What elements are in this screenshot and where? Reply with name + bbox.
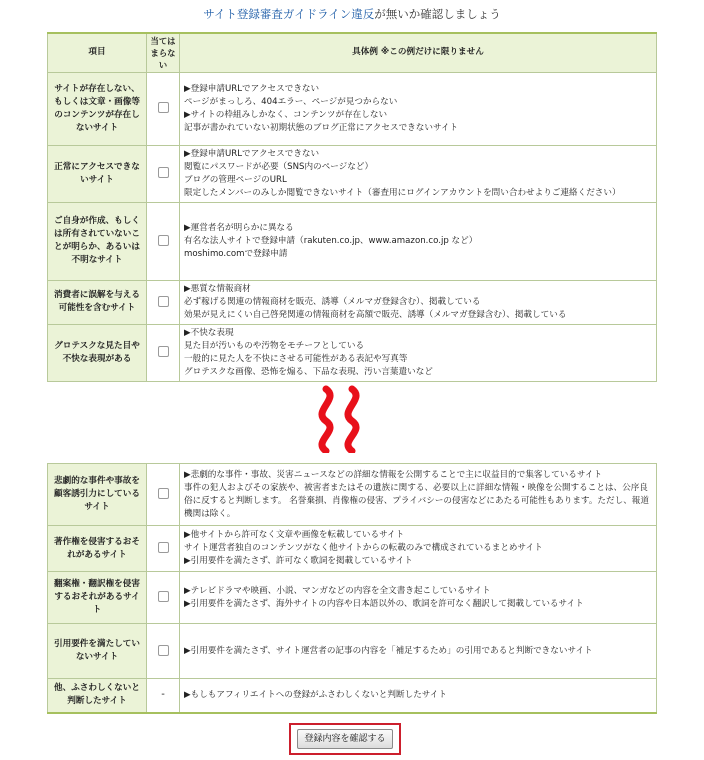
item-label: 著作権を侵害するおそれがあるサイト [48,526,147,572]
example-line: 記事が書かれていない初期状態のブログ正常にアクセスできないサイト [184,122,459,133]
example-line: ▶テレビドラマや映画、小説、マンガなどの内容を全文書き起こしているサイト [184,585,491,596]
example-line: ▶不快な表現 [184,327,234,338]
examples-cell [180,572,657,624]
checklist-table-bottom [47,463,657,714]
table-row [48,679,657,713]
item-label: 悲劇的な事件や事故を顧客誘引力にしているサイト [48,464,147,526]
example-line: 必ず稼げる関連の情報商材を販売、誘導（メルマガ登録含む）、掲載している [184,296,481,307]
examples-cell [180,72,657,145]
table-row [48,72,657,145]
not-applicable-dash: - [161,689,165,701]
item-label: 消費者に誤解を与える可能性を含むサイト [48,280,147,324]
page-heading [0,6,704,22]
example-line: ▶悲劇的な事件・事故、災害ニュースなどの詳細な情報を公開することで主に収益目的で集客しているサイト [184,469,603,480]
checklist-table-top [47,32,657,382]
not-applicable-checkbox[interactable] [158,346,169,357]
example-line: ▶他サイトから許可なく文章や画像を転載しているサイト [184,530,405,540]
not-applicable-checkbox[interactable] [158,645,169,656]
header-examples: 具体例 ※この例だけに限りません [180,33,657,72]
example-line: ▶登録申請URLでアクセスできない [184,83,320,94]
table-row [48,464,657,526]
header-not-applicable: 当てはまらない [147,33,180,72]
item-label: 翻案権・翻訳権を侵害するおそれがあるサイト [48,572,147,624]
section-break-icon [312,385,368,453]
examples-cell [180,464,657,526]
table-row [48,324,657,381]
example-line: 一般的に見た人を不快にさせる可能性がある表記や写真等 [184,353,408,364]
item-label: ご自身が作成、もしくは所有されていないことが明らか、あるいは不明なサイト [48,202,147,280]
example-line: 有名な法人サイトで登録申請（rakuten.co.jp、www.amazon.co.jp など） [184,235,478,246]
examples-cell [180,280,657,324]
examples-cell [180,202,657,280]
example-line: 限定したメンバーのみしか閲覧できないサイト（審査用にログインアカウントを問い合わせよりご連絡ください） [184,187,621,198]
item-label: 正常にアクセスできないサイト [48,145,147,202]
table-row [48,624,657,679]
example-line: 閲覧にパスワードが必要（SNS内のページなど） [184,161,374,172]
not-applicable-checkbox[interactable] [158,591,169,602]
example-line: ▶登録申請URLでアクセスできない [184,148,320,159]
example-line: 事件の犯人およびその家族や、被害者またはその遺族に関する、必要以上に詳細な情報・映像を公開することは、公序良俗に反すると判断します。 名誉棄損、肖像権の侵害、プライバシーの侵害などにあたる可能性もあります。ただし、報道機関は除く。 [184,482,649,519]
not-applicable-checkbox[interactable] [158,488,169,499]
example-line: サイト運営者独自のコンテンツがなく他サイトからの転載のみで構成されているまとめサイト [184,543,543,553]
not-applicable-checkbox[interactable] [158,235,169,246]
example-line: ▶引用要件を満たさず、海外サイトの内容や日本語以外の、歌詞を許可なく翻訳して掲載しているサイト [184,598,584,609]
example-line: ▶引用要件を満たさず、サイト運営者の記事の内容を「補足するため」の引用であると判断できないサイト [184,645,593,656]
example-line: ▶運営者名が明らかに異なる [184,222,294,233]
item-label: 引用要件を満たしていないサイト [48,624,147,679]
confirm-button-highlight [289,723,401,755]
heading-suffix: が無いか確認しましょう [374,7,501,21]
example-line: 見た目が汚いものや汚物をモチーフとしている [184,340,365,351]
example-line: 効果が見えにくい自己啓発関連の情報商材を高額で販売、誘導（メルマガ登録含む）、掲載している [184,309,567,320]
examples-cell [180,145,657,202]
example-line: ブログの管理ページのURL [184,174,287,185]
example-line: moshimo.comで登録申請 [184,248,288,259]
example-line: ▶サイトの枠組みしかなく、コンテンツが存在しない [184,109,388,120]
example-line: ▶悪質な情報商材 [184,283,251,294]
confirm-registration-button[interactable]: 登録内容を確認する [297,729,393,749]
item-label: グロテスクな見た目や不快な表現がある [48,324,147,381]
item-label: 他、ふさわしくないと判断したサイト [48,679,147,713]
not-applicable-checkbox[interactable] [158,102,169,113]
guideline-link[interactable]: サイト登録審査ガイドライン違反 [203,7,375,21]
not-applicable-checkbox[interactable] [158,167,169,178]
table-row [48,280,657,324]
examples-cell [180,324,657,381]
example-line: グロテスクな画像、恐怖を煽る、下品な表現、汚い言葉遣いなど [184,366,433,377]
table-row [48,526,657,572]
example-line: ▶もしもアフィリエイトへの登録がふさわしくないと判断したサイト [184,689,447,700]
examples-cell [180,624,657,679]
item-label: サイトが存在しない、もしくは文章・画像等のコンテンツが存在しないサイト [48,72,147,145]
example-line: ページがまっしろ、404エラー、ページが見つからない [184,96,398,107]
table-row [48,572,657,624]
examples-cell [180,679,657,713]
table-row [48,145,657,202]
not-applicable-checkbox[interactable] [158,296,169,307]
example-line: ▶引用要件を満たさず、許可なく歌詞を掲載しているサイト [184,556,413,566]
table-row [48,202,657,280]
examples-cell [180,526,657,572]
not-applicable-checkbox[interactable] [158,542,169,553]
header-item: 項目 [48,33,147,72]
